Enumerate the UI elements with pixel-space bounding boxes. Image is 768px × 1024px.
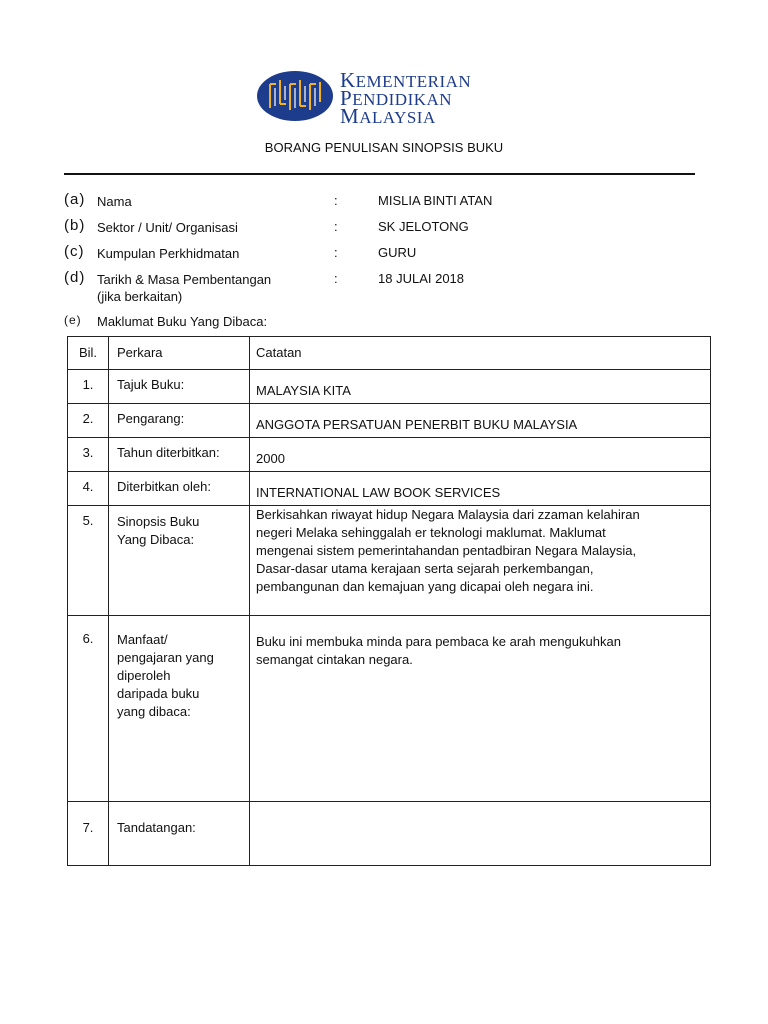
table-header-row [68,337,711,370]
row-item [109,616,250,802]
header-cell: Bil. [68,337,109,370]
field-value: MISLIA BINTI ATAN [378,193,493,208]
field-label: Sektor / Unit/ Organisasi [97,220,238,235]
row-item: Tandatangan: [109,802,250,866]
field-letter: (d) [64,269,86,286]
field-colon: : [334,245,338,260]
book-info-table [67,336,711,866]
table-row [68,802,711,866]
field-colon: : [334,219,338,234]
row-number: 1. [68,370,109,404]
row-item: Diterbitkan oleh: [109,472,250,506]
field-value: 18 JULAI 2018 [378,271,465,286]
item-line: Sinopsis Buku [117,514,200,529]
header-cell: Perkara [109,337,250,370]
signature-area [250,802,711,866]
note-line: Dasar-dasar utama kerajaan serta sejarah perkembangan, [256,561,594,576]
row-note: MALAYSIA KITA [250,370,711,404]
row-item: Tahun diterbitkan: [109,438,250,472]
note-line: pembangunan dan kemajuan yang dicapai oleh negara ini. [256,579,594,594]
item-line: diperoleh [117,668,171,683]
field-sektor [64,219,704,239]
note-line: semangat cintakan negara. [256,652,413,667]
row-item [109,506,250,616]
field-letter: (c) [64,243,85,260]
row-number: 4. [68,472,109,506]
field-label: Nama [97,194,132,209]
table-row [68,370,711,404]
header-cell: Catatan [250,337,711,370]
note-line: Buku ini membuka minda para pembaca ke arah mengukuhkan [256,634,621,649]
field-letter: (a) [64,191,86,208]
row-number: 3. [68,438,109,472]
ministry-logo [256,70,502,126]
row-number: 2. [68,404,109,438]
field-nama [64,193,704,213]
field-label: Kumpulan Perkhidmatan [97,246,240,261]
note-line: mengenai sistem pemerintahandan pentadbiran Negara Malaysia, [256,543,637,558]
field-label: Tarikh & Masa Pembentangan (jika berkaitan) [97,272,272,304]
field-colon: : [334,271,338,286]
field-tarikh [64,271,704,307]
item-line: yang dibaca: [117,704,191,719]
row-number: 6. [68,616,109,802]
table-row [68,616,711,802]
field-letter: (e) [64,313,82,327]
field-maklumat [64,313,704,333]
ministry-name: KEMENTERIAN PENDIDIKAN MALAYSIA [340,68,472,128]
ministry-emblem-icon [256,70,334,122]
row-note [250,616,711,802]
row-item: Pengarang: [109,404,250,438]
row-number: 7. [68,802,109,866]
table-row [68,438,711,472]
field-value: SK JELOTONG [378,219,469,234]
title-divider [64,173,695,175]
row-note [250,506,711,616]
item-line: Manfaat/ [117,632,168,647]
item-line: daripada buku [117,686,200,701]
field-colon: : [334,193,338,208]
table-row [68,506,711,616]
row-number: 5. [68,506,109,616]
row-note: INTERNATIONAL LAW BOOK SERVICES [250,472,711,506]
field-kumpulan [64,245,704,265]
table-row [68,404,711,438]
item-line: Yang Dibaca: [117,532,195,547]
item-line: pengajaran yang [117,650,214,665]
field-letter: (b) [64,217,86,234]
note-line: negeri Melaka sehinggalah er teknologi maklumat. Maklumat [256,525,606,540]
field-label: Maklumat Buku Yang Dibaca: [97,314,268,329]
note-line: Berkisahkan riwayat hidup Negara Malaysia dari zzaman kelahiran [256,507,640,522]
table-row [68,472,711,506]
row-note: 2000 [250,438,711,472]
field-sublabel: (jika berkaitan) [97,289,183,304]
row-item: Tajuk Buku: [109,370,250,404]
field-value: GURU [378,245,417,260]
form-title: BORANG PENULISAN SINOPSIS BUKU [264,140,504,155]
row-note: ANGGOTA PERSATUAN PENERBIT BUKU MALAYSIA [250,404,711,438]
